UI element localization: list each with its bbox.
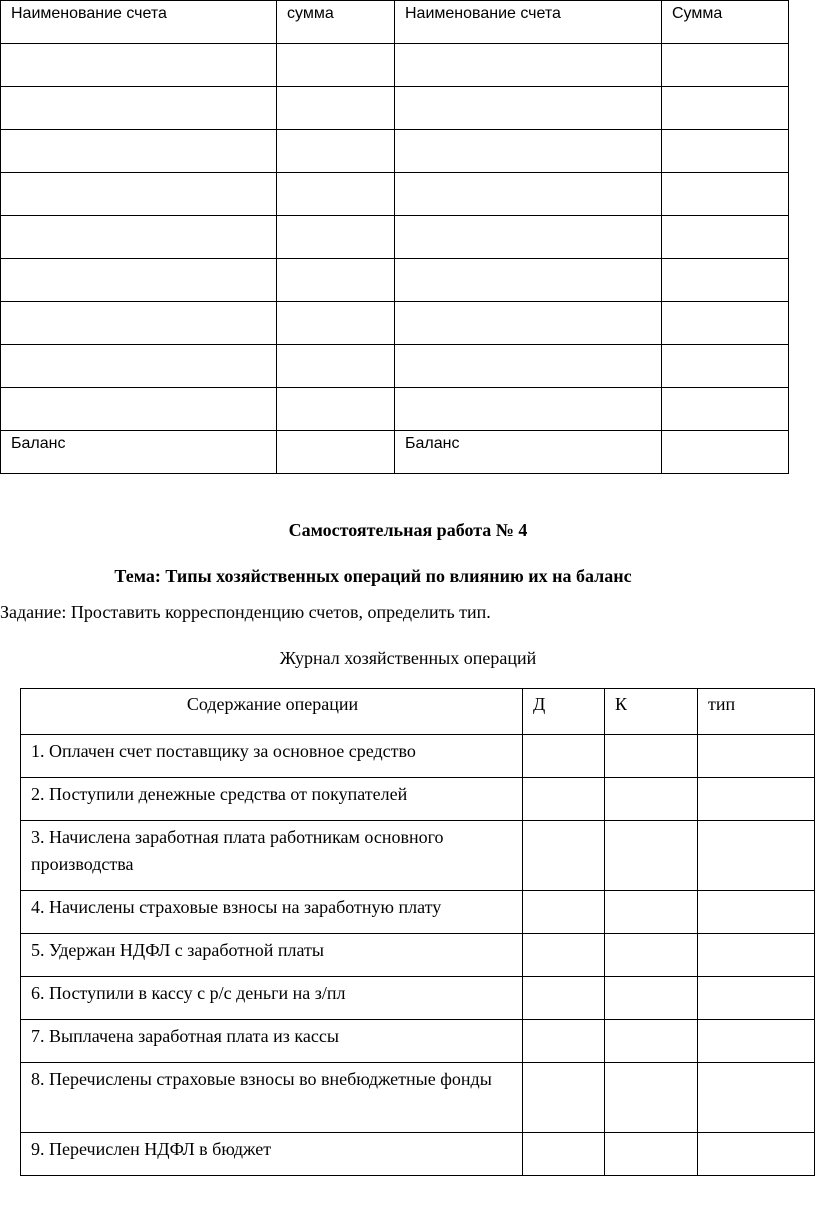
journal-header-cell: К [605, 689, 698, 735]
journal-row [21, 735, 815, 778]
type-cell[interactable] [698, 778, 815, 821]
balance-cell[interactable] [1, 44, 277, 87]
balance-cell[interactable] [395, 388, 662, 431]
balance-header-cell: сумма [277, 1, 395, 44]
task-text: Задание: Проставить корреспонденцию счетов, определить тип. [0, 602, 491, 622]
balance-header-cell: Наименование счета [395, 1, 662, 44]
journal-row [21, 1133, 815, 1176]
type-cell[interactable] [698, 1133, 815, 1176]
balance-cell[interactable] [1, 173, 277, 216]
debit-cell[interactable] [523, 977, 605, 1020]
credit-cell[interactable] [605, 735, 698, 778]
balance-row [1, 87, 789, 130]
balance-cell[interactable] [1, 302, 277, 345]
balance-cell[interactable] [395, 345, 662, 388]
balance-cell[interactable] [1, 259, 277, 302]
balance-footer-sum[interactable] [662, 431, 789, 474]
balance-cell[interactable] [395, 216, 662, 259]
balance-cell[interactable] [1, 345, 277, 388]
balance-footer-sum[interactable] [277, 431, 395, 474]
credit-cell[interactable] [605, 821, 698, 891]
type-cell[interactable] [698, 1020, 815, 1063]
balance-row [1, 302, 789, 345]
journal-row [21, 1020, 815, 1063]
balance-cell[interactable] [277, 216, 395, 259]
type-cell[interactable] [698, 891, 815, 934]
journal-header-row [21, 689, 815, 735]
balance-header-cell: Наименование счета [1, 1, 277, 44]
journal-row [21, 1063, 815, 1133]
balance-cell[interactable] [1, 216, 277, 259]
journal-row [21, 977, 815, 1020]
balance-cell[interactable] [277, 130, 395, 173]
balance-cell[interactable] [1, 388, 277, 431]
work-title: Самостоятельная работа № 4 [288, 520, 528, 540]
balance-row [1, 388, 789, 431]
balance-footer-label: Баланс [395, 431, 662, 474]
journal-title: Журнал хозяйственных операций [279, 648, 537, 668]
credit-cell[interactable] [605, 778, 698, 821]
balance-cell[interactable] [277, 259, 395, 302]
balance-cell[interactable] [395, 173, 662, 216]
balance-cell[interactable] [395, 44, 662, 87]
balance-cell[interactable] [662, 216, 789, 259]
balance-row [1, 173, 789, 216]
balance-footer-row [1, 431, 789, 474]
balance-cell[interactable] [277, 302, 395, 345]
debit-cell[interactable] [523, 1063, 605, 1133]
balance-cell[interactable] [277, 388, 395, 431]
balance-footer-label: Баланс [1, 431, 277, 474]
balance-cell[interactable] [662, 87, 789, 130]
balance-cell[interactable] [277, 44, 395, 87]
balance-cell[interactable] [1, 130, 277, 173]
balance-cell[interactable] [662, 44, 789, 87]
debit-cell[interactable] [523, 735, 605, 778]
balance-cell[interactable] [277, 87, 395, 130]
type-cell[interactable] [698, 1063, 815, 1133]
debit-cell[interactable] [523, 1133, 605, 1176]
debit-cell[interactable] [523, 1020, 605, 1063]
journal-header-cell: Содержание операции [21, 689, 523, 735]
balance-row [1, 345, 789, 388]
operation-cell: 9. Перечислен НДФЛ в бюджет [21, 1133, 523, 1176]
credit-cell[interactable] [605, 891, 698, 934]
debit-cell[interactable] [523, 934, 605, 977]
balance-cell[interactable] [395, 302, 662, 345]
debit-cell[interactable] [523, 891, 605, 934]
balance-cell[interactable] [662, 173, 789, 216]
operation-cell: 1. Оплачен счет поставщику за основное средство [21, 735, 523, 778]
balance-row [1, 216, 789, 259]
journal-row [21, 778, 815, 821]
operation-cell: 8. Перечислены страховые взносы во внебюджетные фонды [21, 1063, 523, 1133]
balance-table [0, 0, 789, 474]
type-cell[interactable] [698, 934, 815, 977]
credit-cell[interactable] [605, 1133, 698, 1176]
balance-cell[interactable] [662, 259, 789, 302]
operation-cell: 2. Поступили денежные средства от покупателей [21, 778, 523, 821]
type-cell[interactable] [698, 735, 815, 778]
balance-cell[interactable] [395, 87, 662, 130]
balance-cell[interactable] [277, 345, 395, 388]
operation-cell: 5. Удержан НДФЛ с заработной платы [21, 934, 523, 977]
credit-cell[interactable] [605, 977, 698, 1020]
debit-cell[interactable] [523, 821, 605, 891]
balance-cell[interactable] [662, 130, 789, 173]
journal-table [20, 688, 815, 1176]
balance-cell[interactable] [1, 87, 277, 130]
journal-header-cell: Д [523, 689, 605, 735]
balance-header-row [1, 1, 789, 44]
credit-cell[interactable] [605, 1020, 698, 1063]
balance-row [1, 44, 789, 87]
balance-cell[interactable] [277, 173, 395, 216]
balance-cell[interactable] [662, 345, 789, 388]
topic-title: Тема: Типы хозяйственных операций по влиянию их на баланс [114, 566, 632, 586]
type-cell[interactable] [698, 821, 815, 891]
balance-row [1, 259, 789, 302]
journal-row [21, 821, 815, 891]
balance-cell[interactable] [395, 130, 662, 173]
balance-cell[interactable] [395, 259, 662, 302]
type-cell[interactable] [698, 977, 815, 1020]
balance-cell[interactable] [662, 302, 789, 345]
operation-cell: 6. Поступили в кассу с р/с деньги на з/пл [21, 977, 523, 1020]
operation-cell: 7. Выплачена заработная плата из кассы [21, 1020, 523, 1063]
balance-header-cell: Сумма [662, 1, 789, 44]
credit-cell[interactable] [605, 934, 698, 977]
journal-header-cell: тип [698, 689, 815, 735]
credit-cell[interactable] [605, 1063, 698, 1133]
operation-cell: 4. Начислены страховые взносы на заработную плату [21, 891, 523, 934]
balance-cell[interactable] [662, 388, 789, 431]
operation-cell: 3. Начислена заработная плата работникам основного производства [21, 821, 523, 891]
debit-cell[interactable] [523, 778, 605, 821]
balance-row [1, 130, 789, 173]
journal-row [21, 934, 815, 977]
journal-row [21, 891, 815, 934]
